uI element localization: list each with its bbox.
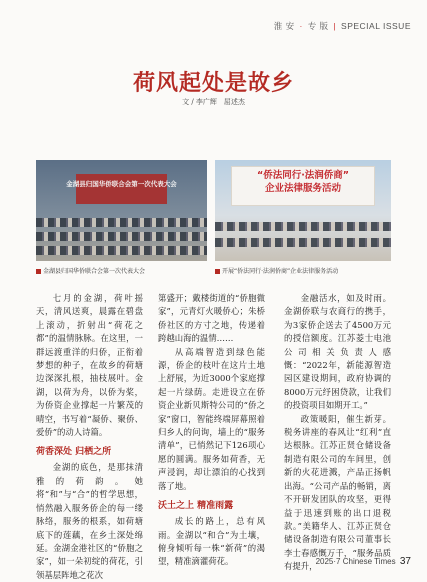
page-number: 37	[399, 556, 411, 567]
paragraph: 第盛开；戴楼街道的“侨胞微家”，元青灯火暖侨心；朱桥侨社区的方寸之地，传递着跨越山海的温情……	[158, 293, 265, 344]
banner-line: “侨法同行·法润侨商”	[256, 170, 350, 181]
page-header	[274, 20, 411, 32]
header-column: 专 版	[307, 21, 329, 31]
banner-line: 企业法律服务活动	[264, 182, 342, 194]
paragraph: 从高端智造到绿色能源，侨企的枝叶在这片土地上舒展，为近3000个家庭撑起一片绿荫。走进设立在侨资企业新贝斯特公司的“侨之家”窗口，智能终端屏幕照着归乡人的问询，墙上的“服务清单”，已悄然记下126项心愿的圆满。服务如荷香，无声浸润，却让漂泊的心找到落了地。	[158, 346, 265, 491]
page-footer	[316, 556, 411, 567]
caption-marker-icon	[36, 269, 41, 274]
header-region: 淮 安	[273, 21, 295, 31]
section-heading: 荷香深处 归栖之所	[36, 447, 112, 458]
audience-row	[36, 246, 207, 255]
photo-banner-right	[257, 170, 349, 196]
caption-text: 开展“侨法同行·法润侨商”企业法律服务活动	[222, 268, 339, 275]
article-title: 荷风起处是故乡	[132, 71, 294, 96]
audience-row	[36, 232, 207, 241]
paragraph: 金湖的底色，是那抹清雅的荷韵。她将“和”与“合”的哲学思想，悄然融入服务侨企的每一缕脉络，服务的根系，如荷塘底下的莲藕，在乡土深处绵延。金湖金港社区的“侨胞之家”，如一朵初绽的荷花，引领基层阵地之花次	[36, 462, 143, 580]
header-pipe: |	[333, 21, 337, 31]
paragraph: 金融活水，如及时雨。金湖侨联与农商行的携手，为3家侨企送去了4500万元的授信额度。江苏菱士电池公司相关负责人感慨：“2022年，新能源智造园区建设期间，政府协调的8000万元纾困贷款，让我们的投资项目如期开工。”	[284, 293, 391, 411]
text-column-2	[158, 292, 265, 569]
footer-issue: 2025·7	[315, 557, 341, 566]
meeting-table	[215, 222, 391, 231]
article-byline: 文 / 李广辉 屈述杰	[182, 98, 245, 106]
paragraph: 七月的金湖，荷叶摇天，清风送爽，晨露在碧盘上滚动，折射出“荷花之都”的温情脉脉。在这里，一群远渡重洋的归侨，正衔着梦想的种子，在故乡的荷塘边深深扎根，抽枝展叶。金湖，以荷为舟，以侨为桨，为侨资企业撑起一片繁茂的晴空，书写着“凝侨、聚侨、爱侨”的动人诗篇。	[36, 293, 143, 438]
caption-text: 金湖县归国华侨联合会第一次代表大会	[43, 268, 146, 275]
photo-caption	[215, 266, 338, 275]
text-column-1	[36, 292, 143, 582]
photo-banner-left: 金湖县归国华侨联合会第一次代表大会	[66, 180, 177, 188]
header-separator: ·	[299, 21, 303, 31]
photo-caption	[36, 266, 145, 275]
photo-conference	[36, 160, 207, 261]
paragraph: 成长的路上，总有风雨。金湖以“和合”为土壤，俯身倾听每一株“新荷”的渴望，精准滴灌荷花。	[158, 516, 265, 567]
caption-marker-icon	[215, 269, 220, 274]
header-issue: SPECIAL ISSUE	[341, 21, 411, 31]
meeting-table	[215, 238, 391, 247]
paragraph: 政策暖阳，催生新芽。税务讲座的春风让“红利”直达根脉。江苏正贤仓储设备制造有限公司的车间里，创新的火花进溅，产品正扬帆出海。“公司产品的畅销，离不开研发团队的攻坚，更得益于迅速到账的出口退税款。”美籍华人、江苏正贤仓储设备制造有限公司董事长李士春感慨万千，“服务品质有提升，	[284, 413, 391, 572]
section-heading: 沃土之上 精准雨露	[158, 501, 234, 512]
photo-legal-service	[215, 160, 391, 261]
footer-magazine: Chinese Times	[342, 557, 396, 566]
text-column-3	[284, 292, 391, 574]
audience-row	[36, 218, 207, 227]
